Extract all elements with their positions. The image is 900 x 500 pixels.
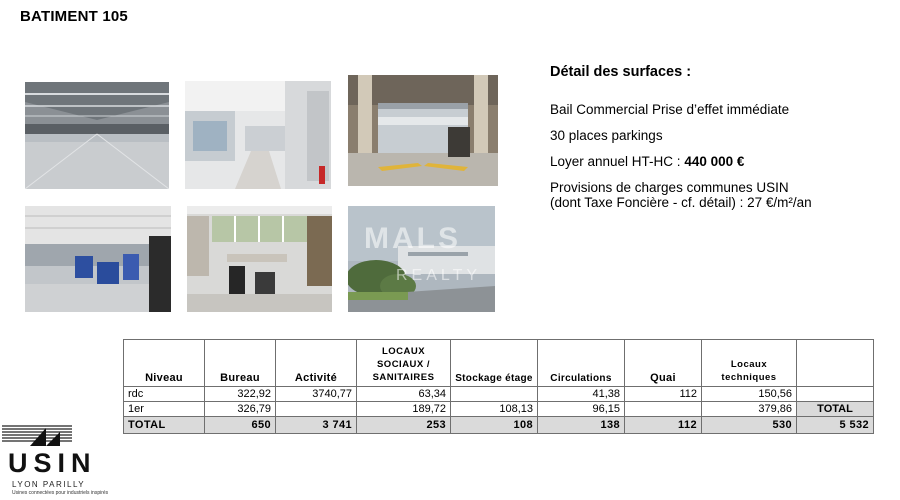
header-locaux-sociaux: LOCAUX SOCIAUX / SANITAIRES	[357, 340, 451, 387]
header-activite: Activité	[276, 340, 357, 387]
loyer-line	[550, 154, 890, 170]
header-locaux-techniques: Locaux techniques	[702, 340, 797, 387]
provisions-line-2: (dont Taxe Foncière - cf. détail) : 27 €/m²/an	[550, 195, 812, 210]
provisions-line-1: Provisions de charges communes USIN	[550, 180, 789, 195]
loyer-label: Loyer annuel HT-HC :	[550, 154, 681, 169]
table-row: 1er 326,79 189,72 108,13 96,15 379,86 TOTAL	[124, 402, 874, 417]
photo-open-space-corridor	[185, 81, 331, 189]
grand-total-value: 5 532	[797, 417, 874, 434]
header-stockage: Stockage étage	[451, 340, 538, 387]
surfaces-table	[123, 339, 874, 434]
photo-production-floor	[25, 206, 171, 312]
header-niveau: Niveau	[124, 340, 205, 387]
provisions-text	[550, 180, 890, 210]
header-blank	[797, 340, 874, 387]
grand-total-label: TOTAL	[797, 402, 874, 417]
logo-tagline: Usines connectées pour industriels inspirés	[12, 490, 109, 496]
photo-loading-bay-door	[348, 75, 498, 186]
photo-office-room	[187, 206, 332, 312]
table-header-row	[124, 340, 874, 387]
header-bureau: Bureau	[205, 340, 276, 387]
logo-subtitle: LYON PARILLY	[12, 480, 86, 489]
parkings-text: 30 places parkings	[550, 128, 663, 143]
header-quai: Quai	[625, 340, 702, 387]
bail-text: Bail Commercial Prise d’effet immédiate	[550, 102, 790, 117]
page-title: BATIMENT 105	[20, 8, 128, 25]
header-circulations: Circulations	[538, 340, 625, 387]
table-total-row: TOTAL 650 3 741 253 108 138 112 530 5 532	[124, 417, 874, 434]
loyer-value: 440 000 €	[684, 154, 745, 169]
photo-building-exterior	[348, 206, 495, 312]
watermark-text: MALS	[364, 222, 461, 255]
photo-warehouse-hall	[25, 82, 169, 189]
details-heading: Détail des surfaces :	[550, 64, 692, 80]
surface-details	[550, 64, 890, 220]
logo-text: USIN	[8, 448, 97, 478]
table-row: rdc 322,92 3740,77 63,34 41,38 112 150,56	[124, 387, 874, 402]
svg-text:REALTY: REALTY	[396, 267, 482, 284]
